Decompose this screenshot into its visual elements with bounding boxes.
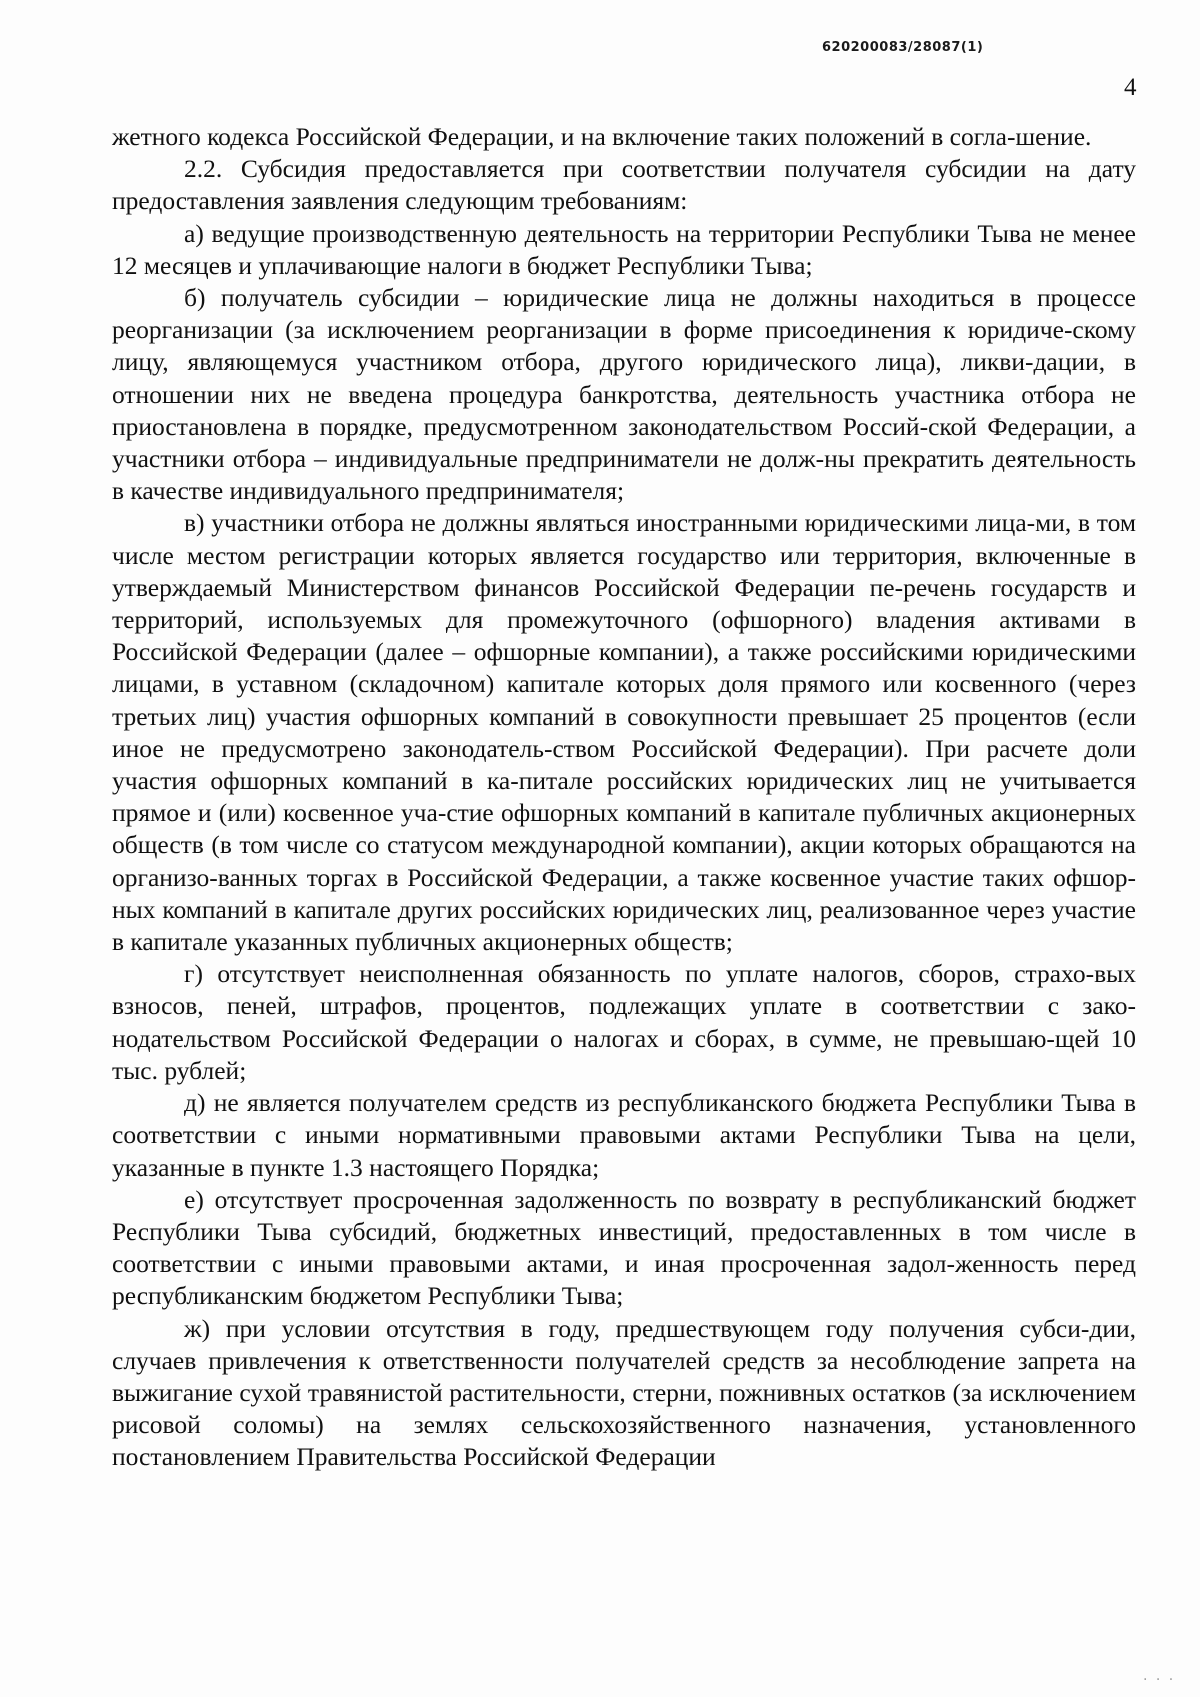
page-number: 4 [1124, 74, 1137, 101]
document-body [112, 121, 1136, 1474]
paragraph-item-e: е) отсутствует просроченная задолженность по возврату в республиканский бюджет Республики Тыва субсидий, бюджетных инвестиций, предоставленных в том числе в соответствии с иными правовыми актами, и иная просроченная задол-женность перед республиканским бюджетом Республики Тыва; [112, 1184, 1136, 1311]
paragraph-item-g: г) отсутствует неисполненная обязанность по уплате налогов, сборов, страхо-вых взносов, пеней, штрафов, процентов, подлежащих уплате в соответствии с зако-нодательством Российской Федерации о налогах и сборах, в сумме, не превышаю-щей 10 тыс. рублей; [112, 959, 1136, 1085]
document-id: 620200083/28087(1) [822, 40, 984, 55]
paragraph-continuation: жетного кодекса Российской Федерации, и на включение таких положений в согла-шение. [112, 122, 1092, 151]
scan-artifact-mark: · · · [1143, 1672, 1176, 1688]
paragraph-item-d: д) не является получателем средств из республиканского бюджета Республики Тыва в соответствии с иными нормативными правовыми актами Республики Тыва на цели, указанные в пункте 1.3 настоящего Порядка; [112, 1088, 1136, 1182]
paragraph-item-v: в) участники отбора не должны являться иностранными юридическими лица-ми, в том числе местом регистрации которых является государство или территория, включенные в утверждаемый Министерством финансов Российской Федерации пе-речень государств и территорий, используемых для промежуточного (офшорного) владения активами в Российской Федерации (далее – офшорные компании), а также российскими юридическими лицами, в уставном (складочном) капитале которых доля прямого или косвенного (через третьих лиц) участия офшорных компаний в совокупности превышает 25 процентов (если иное не предусмотрено законодатель-ством Российской Федерации). При расчете доли участия офшорных компаний в ка-питале российских юридических лиц не учитывается прямое и (или) косвенное уча-стие офшорных компаний в капитале публичных акционерных обществ (в том числе со статусом международной компании), акции которых обращаются на организо-ванных торгах в Российской Федерации, а также косвенное участие таких офшор-ных компаний в капитале других российских юридических лиц, реализованное через участие в капитале указанных публичных акционерных обществ; [112, 508, 1136, 957]
paragraph-item-zh: ж) при условии отсутствия в году, предшествующем году получения субси-дии, случаев привлечения к ответственности получателей средств за несоблюдение запрета на выжигание сухой травянистой растительности, стерни, пожнивных остатков (за исключением рисовой соломы) на землях сельскохозяйственного назначения, установленного постановлением Правительства Российской Федерации [112, 1313, 1136, 1472]
paragraph-2-2: 2.2. Субсидия предоставляется при соответствии получателя субсидии на дату предоставления заявления следующим требованиям: [112, 154, 1136, 216]
paragraph-item-b: б) получатель субсидии – юридические лица не должны находиться в процессе реорганизации (за исключением реорганизации в форме присоединения к юридиче-скому лицу, являющемуся участником отбора, другого юридического лица), ликви-дации, в отношении них не введена процедура банкротства, деятельность участника отбора не приостановлена в порядке, предусмотренном законодательством Россий-ской Федерации, а участники отбора – индивидуальные предприниматели не долж-ны прекратить деятельность в качестве индивидуального предпринимателя; [112, 283, 1136, 506]
paragraph-item-a: а) ведущие производственную деятельность на территории Республики Тыва не менее 12 месяцев и уплачивающие налоги в бюджет Республики Тыва; [112, 218, 1136, 280]
